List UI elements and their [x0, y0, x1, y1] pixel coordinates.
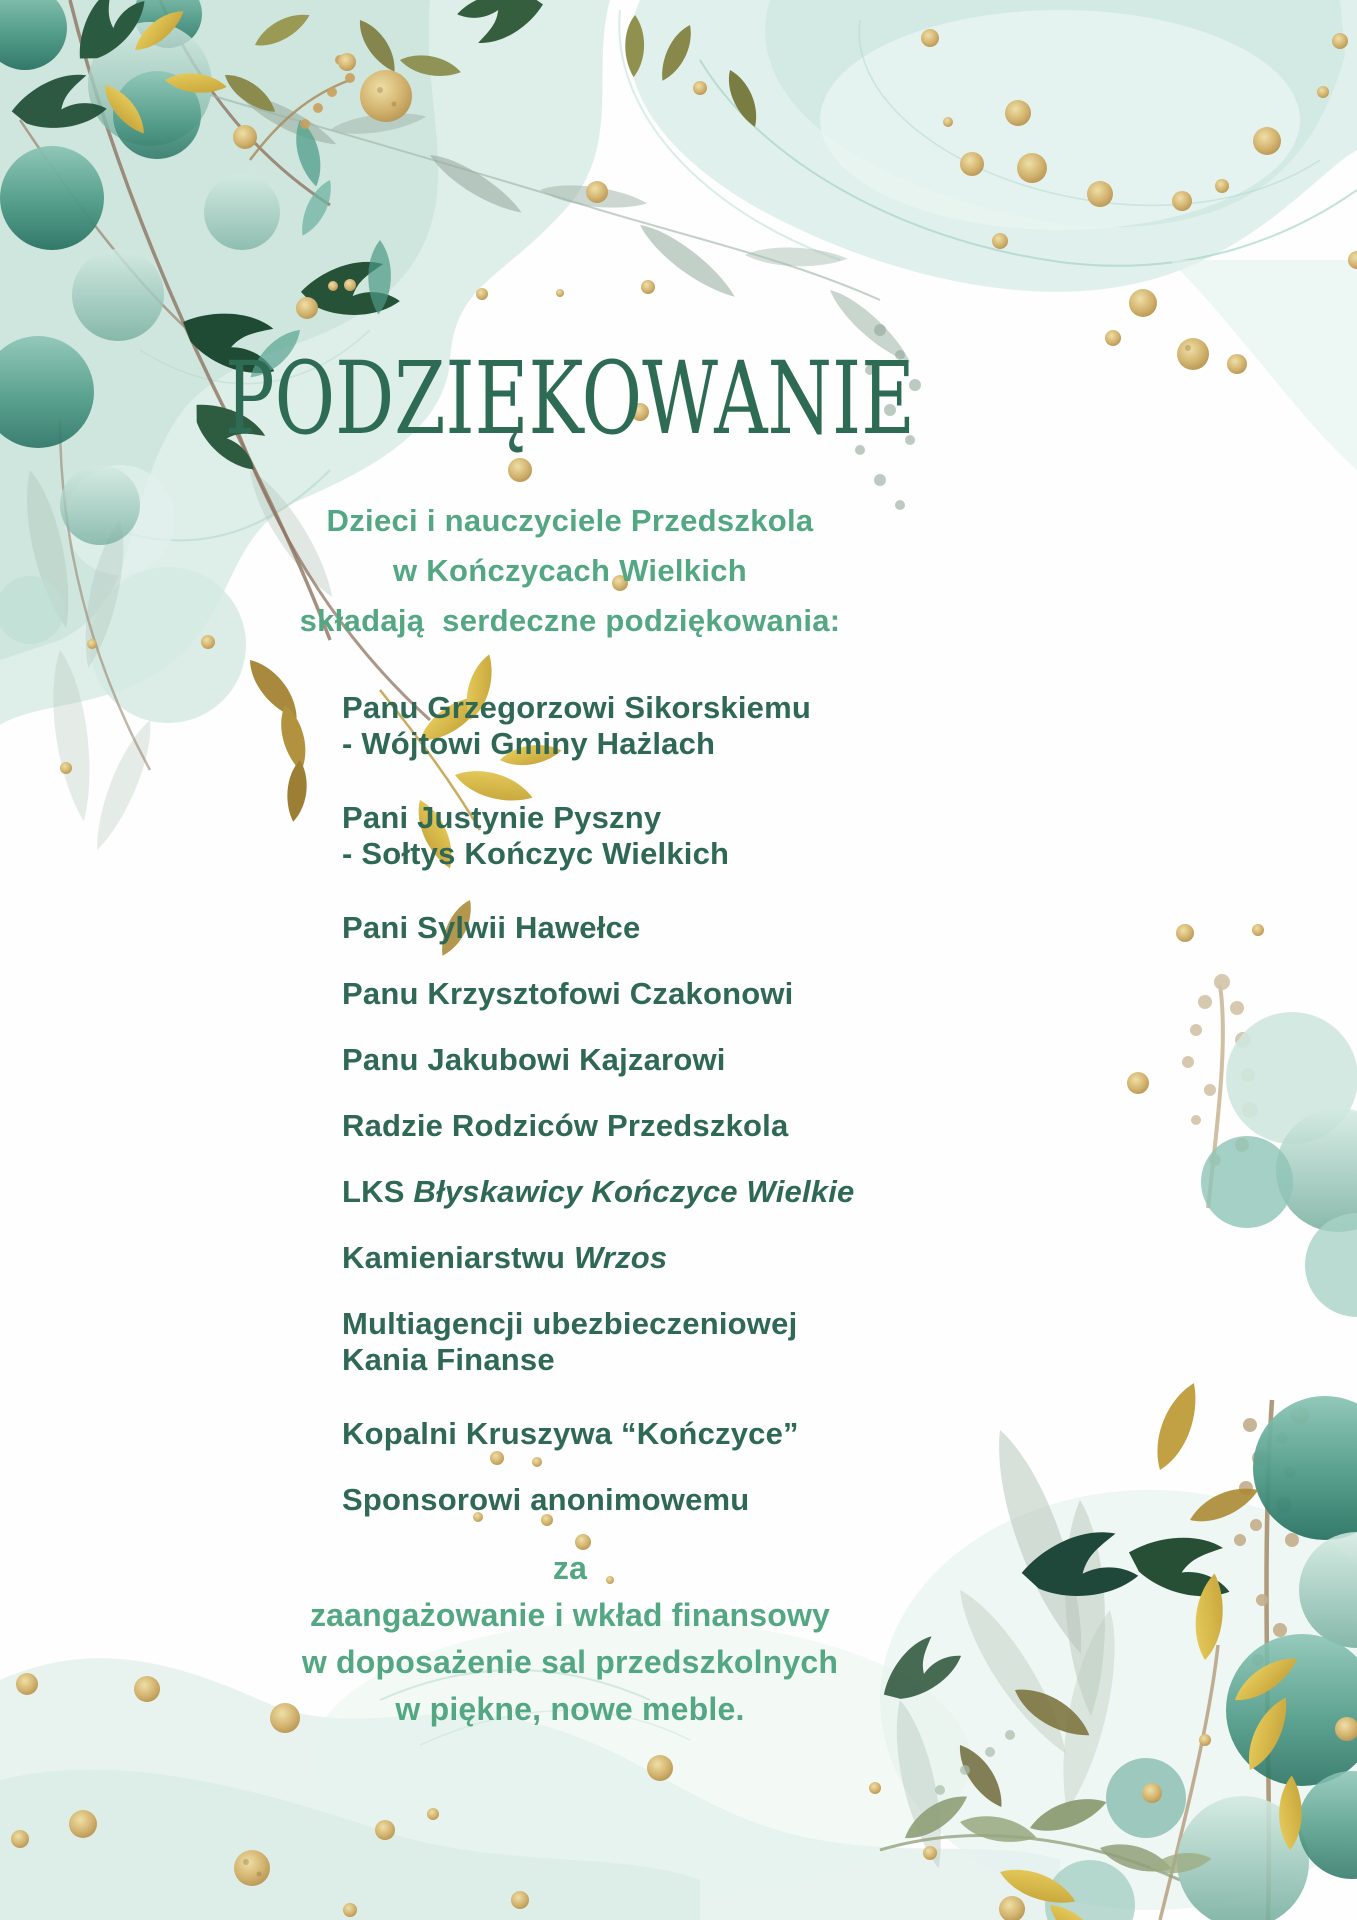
recipient-line: Panu Grzegorzowi Sikorskiemu	[342, 690, 811, 725]
recipient-item	[342, 1042, 1042, 1078]
recipient-item	[342, 1174, 1042, 1210]
intro-line-2: w Kończycach Wielkich	[392, 553, 748, 588]
recipients-list	[342, 690, 1042, 1548]
recipient-item	[342, 1306, 1042, 1378]
intro-line-3: składają serdeczne podziękowania:	[299, 603, 841, 638]
closing-block	[0, 1545, 1140, 1733]
recipient-item	[342, 1240, 1042, 1276]
recipient-line: Radzie Rodziców Przedszkola	[342, 1108, 789, 1143]
recipient-line: - Wójtowi Gminy Hażlach	[342, 726, 716, 761]
recipient-line: Pani Justynie Pyszny	[342, 800, 662, 835]
intro-block	[0, 496, 1140, 646]
recipient-item	[342, 1416, 1042, 1452]
recipient-item	[342, 1482, 1042, 1518]
recipient-item	[342, 800, 1042, 872]
recipient-item	[342, 910, 1042, 946]
closing-line-1: za	[552, 1550, 588, 1586]
recipient-item	[342, 690, 1042, 762]
recipient-line: - Sołtys Kończyc Wielkich	[342, 836, 730, 871]
recipient-line: Pani Sylwii Hawełce	[342, 910, 641, 945]
poster-title-wrap	[0, 340, 1140, 458]
recipient-line: Kopalni Kruszywa “Kończyce”	[342, 1416, 799, 1451]
recipient-item	[342, 1108, 1042, 1144]
poster-title: PODZIĘKOWANIE	[225, 340, 915, 457]
recipient-line: Sponsorowi anonimowemu	[342, 1482, 750, 1517]
closing-line-4: w piękne, nowe meble.	[395, 1691, 745, 1727]
closing-line-3: w doposażenie sal przedszkolnych	[301, 1644, 839, 1680]
intro-line-1: Dzieci i nauczyciele Przedszkola	[326, 503, 814, 538]
recipient-line: Panu Krzysztofowi Czakonowi	[342, 976, 794, 1011]
recipient-line: Kania Finanse	[342, 1342, 555, 1377]
recipient-item	[342, 976, 1042, 1012]
recipient-line: Panu Jakubowi Kajzarowi	[342, 1042, 726, 1077]
recipient-line: Kamieniarstwu Wrzos	[342, 1240, 668, 1275]
closing-line-2: zaangażowanie i wkład finansowy	[309, 1597, 831, 1633]
recipient-line: LKS Błyskawicy Kończyce Wielkie	[342, 1174, 855, 1209]
recipient-line: Multiagencji ubezbieczeniowej	[342, 1306, 798, 1341]
